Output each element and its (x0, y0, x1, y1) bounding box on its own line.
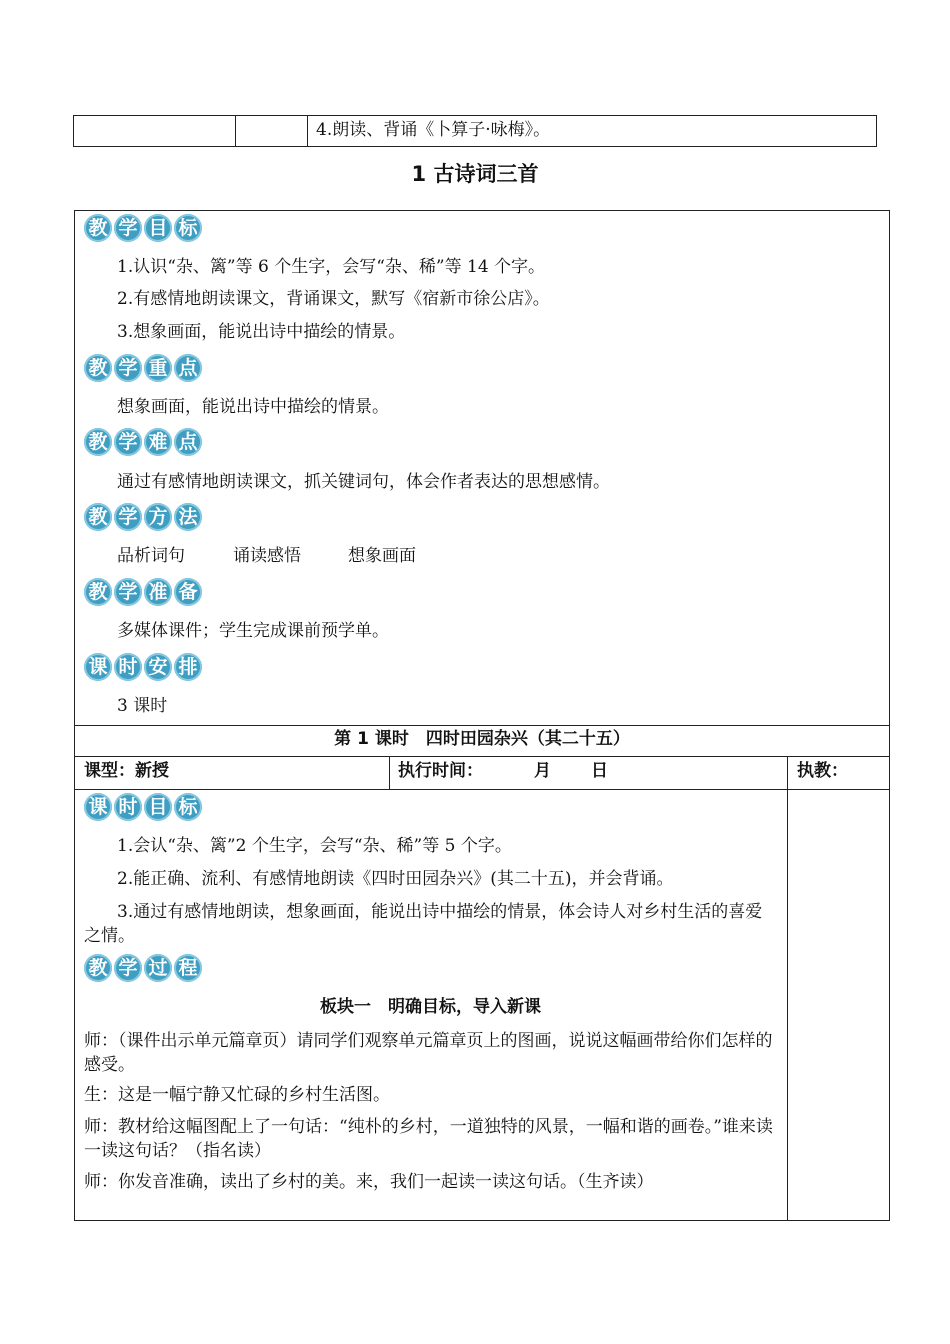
goal-item: 2.有感情地朗读课文，背诵课文，默写《宿新市徐公店》。 (117, 289, 550, 309)
method-item: 品析词句 (117, 546, 185, 566)
dialogue-line: 师：你发音准确，读出了乡村的美。来，我们一起读一读这句话。（生齐读） (84, 1172, 654, 1192)
badge-difficulties: 教 学 难 点 (84, 428, 202, 456)
key-points-text: 想象画面，能说出诗中描绘的情景。 (117, 397, 389, 417)
row-divider (74, 725, 890, 726)
execution-day: 日 (591, 761, 608, 781)
dialogue-line: 师：教材给这幅图配上了一句话：“纯朴的乡村，一道独特的风景，一幅和谐的画卷。”谁来读一读这句话？（指名读） (84, 1117, 773, 1161)
page-title: 1 古诗词三首 (411, 162, 539, 186)
preparation-text: 多媒体课件；学生完成课前预学单。 (117, 621, 389, 641)
difficulties-text: 通过有感情地朗读课文，抓关键词句，体会作者表达的思想感情。 (117, 472, 610, 492)
lesson-title: 第 1 课时 四时田园杂兴（其二十五） (334, 729, 630, 749)
badge-key-points: 教 学 重 点 (84, 354, 202, 382)
dialogue-line: 师：（课件出示单元篇章页）请同学们观察单元篇章页上的图画，说说这幅画带给你们怎样的感受。 (84, 1031, 773, 1075)
dialogue-line: 生：这是一幅宁静又忙碌的乡村生活图。 (84, 1085, 390, 1105)
goal-item: 1.认识“杂、篱”等 6 个生字，会写“杂、稀”等 14 个字。 (117, 257, 546, 277)
teacher-label: 执教： (797, 761, 848, 781)
goal-item: 3.想象画面，能说出诗中描绘的情景。 (117, 322, 406, 342)
schedule-text: 3 课时 (117, 696, 168, 716)
badge-methods: 教 学 方 法 (84, 503, 202, 531)
badge-process: 教 学 过 程 (84, 954, 202, 982)
badge-lesson-goals: 课 时 目 标 (84, 793, 202, 821)
badge-teaching-goals: 教 学 目 标 (84, 214, 202, 242)
badge-schedule: 课 时 安 排 (84, 653, 202, 681)
top-table-divider (235, 115, 236, 147)
method-item: 想象画面 (348, 546, 416, 566)
lesson-type: 课型：新授 (84, 761, 169, 781)
lesson-goal-item: 1.会认“杂、篱”2 个生字，会写“杂、稀”等 5 个字。 (117, 836, 512, 856)
row-divider (74, 756, 890, 757)
lesson-goal-item: 2.能正确、流利、有感情地朗读《四时田园杂兴》(其二十五)，并会背诵。 (117, 869, 674, 889)
top-table-text: 4.朗读、背诵《卜算子·咏梅》。 (316, 120, 551, 140)
row-divider (74, 789, 890, 790)
badge-preparation: 教 学 准 备 (84, 578, 202, 606)
execution-time-label: 执行时间： (398, 761, 483, 781)
top-table-divider (307, 115, 308, 147)
col-divider (787, 756, 788, 1221)
method-item: 诵读感悟 (233, 546, 301, 566)
lesson-goal-item: 3.通过有感情地朗读，想象画面，能说出诗中描绘的情景，体会诗人对乡村生活的喜爱之情。 (84, 902, 763, 946)
col-divider (389, 756, 390, 789)
execution-month: 月 (534, 761, 551, 781)
block-title: 板块一 明确目标，导入新课 (320, 997, 541, 1017)
